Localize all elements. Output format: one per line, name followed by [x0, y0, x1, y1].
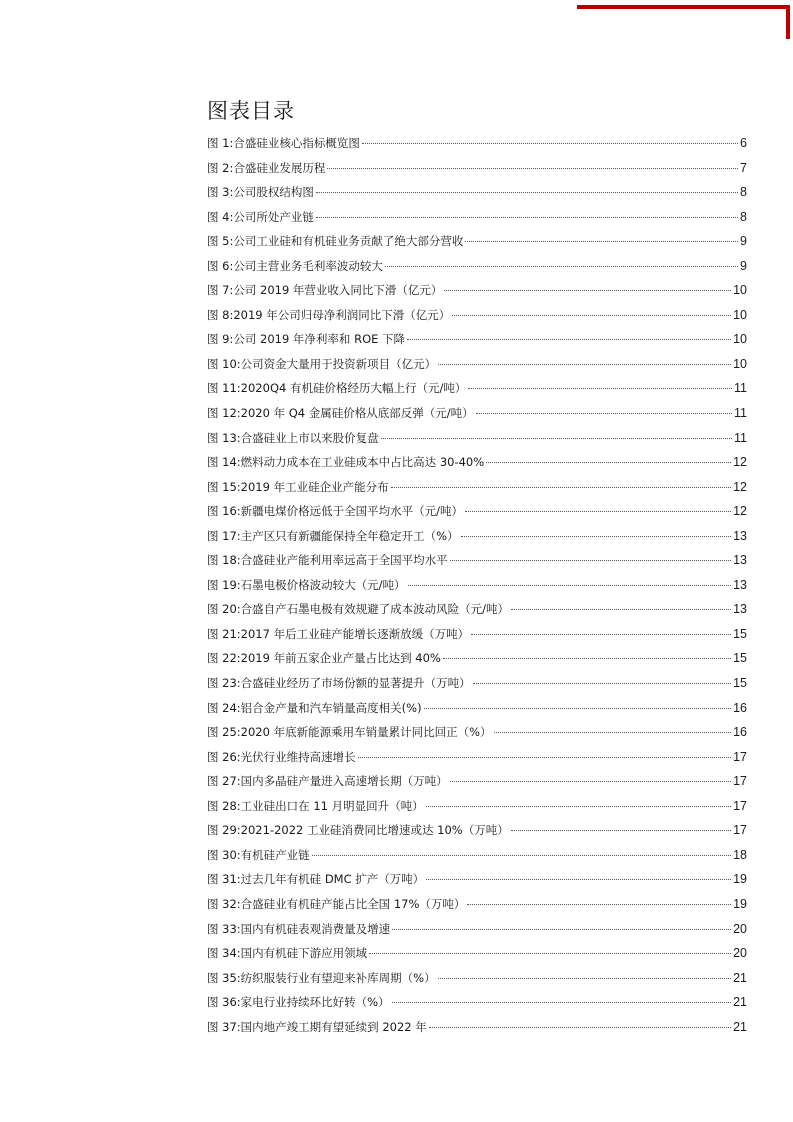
toc-entry-text: 主产区只有新疆能保持全年稳定开工（%） — [240, 528, 459, 543]
toc-entry[interactable] — [207, 254, 747, 279]
toc-entry-leader — [465, 511, 731, 512]
toc-entry-page: 17 — [733, 774, 747, 789]
toc-entry[interactable] — [207, 278, 747, 303]
toc-entry[interactable] — [207, 696, 747, 721]
toc-entry-leader — [424, 708, 732, 709]
toc-entry-text: 2017 年后工业硅产能增长逐渐放缓（万吨） — [240, 626, 470, 641]
toc-entry[interactable] — [207, 646, 747, 671]
toc-entry[interactable] — [207, 818, 747, 843]
toc-entry-text: 2019 年公司归母净利润同比下滑（亿元） — [233, 307, 451, 322]
toc-entry-leader — [471, 634, 731, 635]
toc-entry-label: 图 14: — [207, 455, 241, 470]
toc-entry-leader — [408, 585, 732, 586]
toc-entry-label: 图 13: — [207, 430, 241, 445]
toc-entry-leader — [385, 266, 738, 267]
toc-entry-leader — [450, 781, 731, 782]
toc-entry[interactable] — [207, 131, 747, 156]
toc-entry-label: 图 15: — [207, 479, 241, 494]
toc-entry[interactable] — [207, 548, 747, 573]
toc-entry-text: 2021-2022 工业硅消费同比增速或达 10%（万吨） — [240, 823, 509, 838]
toc-entry-leader — [443, 658, 731, 659]
toc-entry-label: 图 8: — [207, 307, 234, 322]
toc-entry[interactable] — [207, 597, 747, 622]
toc-entry-label: 图 26: — [207, 749, 241, 764]
toc-entry[interactable] — [207, 745, 747, 770]
toc-entry-leader — [438, 978, 731, 979]
toc-entry-text: 合盛硅业有机硅产能占比全国 17%（万吨） — [240, 896, 466, 911]
toc-entry[interactable] — [207, 352, 747, 377]
toc-entry-page: 15 — [733, 626, 747, 641]
toc-entry-page: 9 — [740, 258, 747, 273]
toc-entry-leader — [312, 855, 731, 856]
toc-entry-leader — [511, 609, 731, 610]
toc-entry-page: 21 — [733, 995, 747, 1010]
toc-entry-label: 图 21: — [207, 626, 241, 641]
toc-entry-leader — [494, 732, 732, 733]
toc-entry[interactable] — [207, 917, 747, 942]
toc-entry-leader — [358, 757, 731, 758]
toc-entry-page: 13 — [733, 528, 747, 543]
toc-entry-page: 18 — [733, 847, 747, 862]
toc-entry-leader — [392, 929, 731, 930]
toc-entry[interactable] — [207, 843, 747, 868]
toc-entry-text: 2019 年前五家企业产量占比达到 40% — [240, 651, 441, 666]
toc-entry-page: 13 — [733, 602, 747, 617]
toc-entry-page: 13 — [733, 577, 747, 592]
toc-entry[interactable] — [207, 867, 747, 892]
toc-entry-text: 石墨电极价格波动较大（元/吨） — [240, 577, 406, 592]
toc-entry-page: 8 — [740, 185, 747, 200]
toc-entry-leader — [473, 683, 731, 684]
toc-entry[interactable] — [207, 499, 747, 524]
toc-entry[interactable] — [207, 229, 747, 254]
toc-entry-page: 12 — [733, 479, 747, 494]
toc-entry-leader — [467, 904, 731, 905]
toc-entry-text: 过去几年有机硅 DMC 扩产（万吨） — [240, 872, 425, 887]
toc-entry-label: 图 6: — [207, 258, 234, 273]
toc-entry[interactable] — [207, 401, 747, 426]
toc-entry-page: 15 — [733, 651, 747, 666]
toc-entry[interactable] — [207, 966, 747, 991]
toc-entry-text: 合盛硅业经历了市场份额的显著提升（万吨） — [240, 676, 471, 691]
toc-entry-leader — [486, 462, 731, 463]
toc-entry-text: 工业硅出口在 11 月明显回升（吨） — [240, 798, 424, 813]
toc-entry-leader — [461, 536, 731, 537]
toc-entry-page: 16 — [733, 700, 747, 715]
toc-entry-text: 燃料动力成本在工业硅成本中占比高达 30-40% — [240, 455, 485, 470]
toc-entry-label: 图 4: — [207, 209, 234, 224]
toc-entry[interactable] — [207, 892, 747, 917]
toc-entry-label: 图 5: — [207, 234, 234, 249]
toc-entry-label: 图 30: — [207, 847, 241, 862]
toc-entry-text: 新疆电煤价格远低于全国平均水平（元/吨） — [240, 504, 464, 519]
toc-entry[interactable] — [207, 720, 747, 745]
toc-entry-text: 国内有机硅下游应用领域 — [240, 946, 368, 961]
toc-entry-page: 9 — [740, 234, 747, 249]
toc-entry[interactable] — [207, 376, 747, 401]
toc-entry-page: 11 — [734, 381, 747, 396]
toc-entry-text: 合盛硅业产能利用率远高于全国平均水平 — [240, 553, 448, 568]
toc-entry-page: 7 — [740, 160, 747, 175]
toc-entry-label: 图 24: — [207, 700, 241, 715]
toc-entry-leader — [438, 364, 731, 365]
toc-entry-page: 16 — [733, 725, 747, 740]
toc-entry-label: 图 35: — [207, 970, 241, 985]
toc-entry-text: 公司 2019 年净利率和 ROE 下降 — [233, 332, 406, 347]
toc-entry-label: 图 36: — [207, 995, 241, 1010]
toc-entry-page: 6 — [740, 136, 747, 150]
toc-entry[interactable] — [207, 941, 747, 966]
toc-entry-text: 国内地产竣工期有望延续到 2022 年 — [240, 1019, 427, 1034]
toc-entry-label: 图 33: — [207, 921, 241, 936]
toc-entry-text: 公司工业硅和有机硅业务贡献了绝大部分营收 — [233, 234, 464, 249]
toc-entry-text: 家电行业持续环比好转（%） — [240, 995, 390, 1010]
toc-entry-leader — [391, 487, 732, 488]
toc-list — [207, 131, 747, 1039]
toc-entry-label: 图 37: — [207, 1019, 241, 1034]
toc-entry-label: 图 19: — [207, 577, 241, 592]
toc-entry-text: 合盛硅业核心指标概览图 — [233, 136, 360, 150]
toc-entry-text: 2020 年 Q4 金属硅价格从底部反弹（元/吨） — [240, 406, 474, 421]
toc-entry-label: 图 7: — [207, 283, 234, 298]
toc-entry-page: 10 — [733, 356, 747, 371]
toc-entry-page: 19 — [733, 896, 747, 911]
toc-entry-leader — [468, 388, 732, 389]
toc-entry-page: 17 — [733, 798, 747, 813]
header-accent-line — [577, 5, 790, 9]
toc-entry[interactable] — [207, 303, 747, 328]
toc-entry-text: 合盛硅业上市以来股价复盘 — [240, 430, 379, 445]
toc-entry-text: 合盛自产石墨电极有效规避了成本波动风险（元/吨） — [240, 602, 510, 617]
toc-entry-text: 纺织服装行业有望迎来补库周期（%） — [240, 970, 436, 985]
toc-entry-page: 20 — [733, 946, 747, 961]
toc-entry-label: 图 23: — [207, 676, 241, 691]
toc-entry[interactable] — [207, 180, 747, 205]
toc-entry-page: 15 — [733, 676, 747, 691]
toc-entry-page: 8 — [740, 209, 747, 224]
toc-entry-leader — [429, 1027, 731, 1028]
toc-entry-text: 2019 年工业硅企业产能分布 — [240, 479, 389, 494]
toc-entry-page: 10 — [733, 307, 747, 322]
toc-entry-leader — [381, 438, 732, 439]
toc-entry[interactable] — [207, 573, 747, 598]
toc-entry-text: 光伏行业维持高速增长 — [240, 749, 356, 764]
toc-entry-text: 有机硅产业链 — [240, 847, 310, 862]
toc-entry[interactable] — [207, 622, 747, 647]
toc-entry-text: 国内有机硅表观消费量及增速 — [240, 921, 391, 936]
toc-entry-label: 图 3: — [207, 185, 234, 200]
toc-entry-label: 图 18: — [207, 553, 241, 568]
toc-entry-page: 13 — [733, 553, 747, 568]
toc-entry-label: 图 16: — [207, 504, 241, 519]
toc-entry-leader — [362, 143, 738, 144]
toc-entry-label: 图 29: — [207, 823, 241, 838]
toc-entry-text: 合盛硅业发展历程 — [233, 160, 326, 175]
toc-entry[interactable] — [207, 524, 747, 549]
toc-entry[interactable] — [207, 990, 747, 1015]
toc-entry-page: 10 — [733, 332, 747, 347]
toc-entry-page: 10 — [733, 283, 747, 298]
toc-entry[interactable] — [207, 156, 747, 181]
toc-title: 图表目录 — [207, 99, 295, 123]
header-accent-corner — [786, 5, 790, 39]
toc-entry-label: 图 9: — [207, 332, 234, 347]
toc-entry-leader — [426, 879, 731, 880]
toc-entry-label: 图 12: — [207, 406, 241, 421]
toc-entry-page: 21 — [733, 1019, 747, 1034]
toc-entry-page: 12 — [733, 504, 747, 519]
toc-entry[interactable] — [207, 327, 747, 352]
toc-entry-leader — [327, 168, 738, 169]
toc-entry[interactable] — [207, 671, 747, 696]
toc-entry-label: 图 28: — [207, 798, 241, 813]
toc-entry-leader — [426, 806, 731, 807]
toc-entry-leader — [407, 339, 731, 340]
toc-entry-page: 19 — [733, 872, 747, 887]
toc-entry-page: 11 — [734, 430, 747, 445]
toc-entry-leader — [392, 1002, 731, 1003]
toc-entry-label: 图 2: — [207, 160, 234, 175]
toc-entry-label: 图 20: — [207, 602, 241, 617]
toc-entry-label: 图 22: — [207, 651, 241, 666]
toc-entry[interactable] — [207, 769, 747, 794]
toc-entry-label: 图 32: — [207, 896, 241, 911]
toc-entry-leader — [511, 830, 731, 831]
toc-entry-text: 公司资金大量用于投资新项目（亿元） — [240, 356, 437, 371]
toc-entry[interactable] — [207, 794, 747, 819]
toc-entry[interactable] — [207, 450, 747, 475]
toc-entry-text: 公司 2019 年营业收入同比下滑（亿元） — [233, 283, 443, 298]
toc-entry-text: 2020Q4 有机硅价格经历大幅上行（元/吨） — [240, 381, 467, 396]
toc-entry-label: 图 1: — [207, 136, 234, 150]
toc-entry-label: 图 17: — [207, 528, 241, 543]
toc-entry-label: 图 31: — [207, 872, 241, 887]
toc-entry-leader — [444, 290, 731, 291]
toc-entry-leader — [465, 241, 738, 242]
toc-entry[interactable] — [207, 426, 747, 451]
toc-entry-leader — [452, 315, 731, 316]
toc-entry-label: 图 25: — [207, 725, 241, 740]
toc-entry[interactable] — [207, 475, 747, 500]
toc-entry-text: 国内多晶硅产量进入高速增长期（万吨） — [240, 774, 448, 789]
toc-entry-text: 铝合金产量和汽车销量高度相关(%) — [240, 700, 422, 715]
toc-entry-leader — [316, 217, 738, 218]
toc-entry-page: 20 — [733, 921, 747, 936]
toc-entry-leader — [369, 953, 731, 954]
toc-entry-page: 17 — [733, 823, 747, 838]
toc-entry-text: 公司股权结构图 — [233, 185, 314, 200]
toc-entry-label: 图 27: — [207, 774, 241, 789]
toc-entry-page: 21 — [733, 970, 747, 985]
toc-entry-leader — [316, 192, 738, 193]
toc-entry-text: 公司主营业务毛利率波动较大 — [233, 258, 383, 273]
toc-entry-text: 2020 年底新能源乘用车销量累计同比回正（%） — [240, 725, 492, 740]
toc-entry-label: 图 10: — [207, 356, 241, 371]
toc-entry-leader — [450, 560, 731, 561]
toc-entry-text: 公司所处产业链 — [233, 209, 314, 224]
toc-entry-page: 11 — [734, 406, 747, 421]
toc-entry-label: 图 34: — [207, 946, 241, 961]
toc-entry[interactable] — [207, 205, 747, 230]
toc-entry-page: 17 — [733, 749, 747, 764]
toc-entry-label: 图 11: — [207, 381, 241, 396]
toc-entry-page: 12 — [733, 455, 747, 470]
toc-entry[interactable] — [207, 1015, 747, 1040]
toc-entry-leader — [476, 413, 732, 414]
